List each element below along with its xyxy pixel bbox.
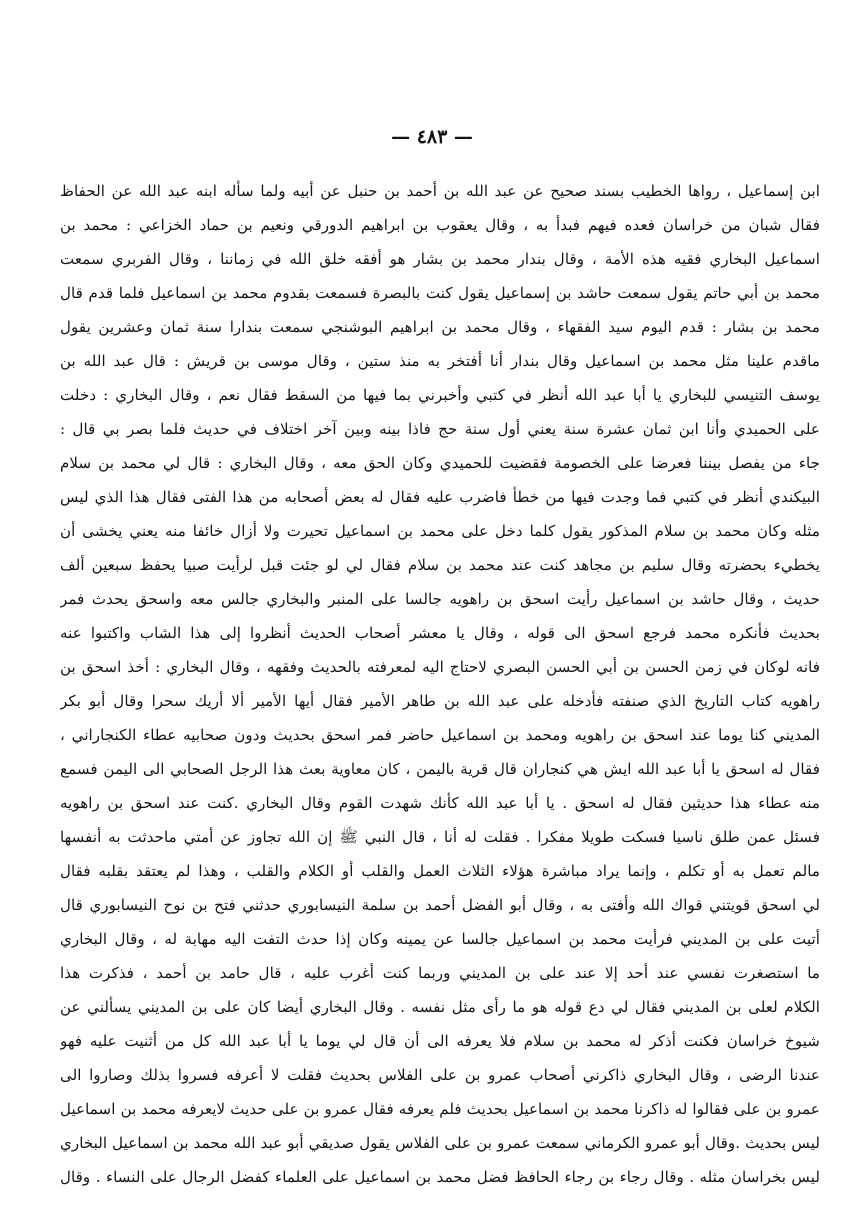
body-text bbox=[60, 174, 820, 1194]
text-line: حديث ، وقال حاشد بن اسماعيل رأيت اسحق بن راهويه جالسا على المنبر والبخاري جالس معه واسحق يحدث فمر bbox=[60, 590, 820, 608]
text-line: مثله وكان محمد بن سلام المذكور يقول كلما دخل على محمد بن اسماعيل تحيرت ولا أزال خائفا منه يعني يخشى أن bbox=[60, 522, 820, 540]
text-line: بحديث فأنكره محمد فرجع اسحق الى قوله ، وقال يا معشر أصحاب الحديث أنظروا إلى هذا الشاب واكتبوا عنه bbox=[60, 624, 820, 642]
text-line: المديني كنا يوما عند اسحق بن راهويه ومحمد بن اسماعيل حاضر فمر اسحق بحديث ودون صحابيه عطاء الكنجاراني ، bbox=[60, 726, 820, 744]
text-line: أتيت على بن المديني فرأيت محمد بن اسماعيل جالسا عن يمينه وكان إذا حدث التفت اليه مهابة له ، وقال البخاري bbox=[60, 930, 820, 948]
text-line: فقال شبان من خراسان فعده فيهم فبدأ به ، وقال يعقوب بن ابراهيم الدورقي ونعيم بن حماد الخزاعي : محمد بن bbox=[60, 216, 820, 234]
page-number: — ٤٨٣ — bbox=[391, 126, 473, 148]
text-line: عمرو بن على فقالوا له ذاكرنا محمد بن اسماعيل بحديث فلم يعرفه فقال عمرو بن على حديث لايعرفه محمد بن اسماعيل bbox=[60, 1100, 820, 1118]
text-line: ما استصغرت نفسي عند أحد إلا عند على بن المديني وربما كنت أغرب عليه ، قال حامد بن أحمد ، فذكرت هذا bbox=[60, 964, 820, 982]
text-line: فسئل عمن طلق ناسيا فسكت طويلا مفكرا . فقلت له أنا ، قال النبي ﷺ إن الله تجاوز عن أمتي ماحدثت به أنفسها bbox=[60, 828, 820, 846]
text-line: شيوخ خراسان فكنت أذكر له محمد بن سلام فلا يعرفه الى أن قال لي يوما يا أبا عبد الله كل من أثنيت عليه فهو bbox=[60, 1032, 820, 1050]
text-line: يخطيء بحضرته وقال سليم بن مجاهد كنت عند محمد بن سلام فقال لي لو جئت قبل لرأيت صبيا يحفظ سبعين ألف bbox=[60, 556, 820, 574]
text-line: ليس بخراسان مثله . وقال رجاء بن رجاء الحافظ فضل محمد بن اسماعيل على العلماء كفضل الرجال على النساء . وقال bbox=[60, 1168, 820, 1186]
text-line: فانه لوكان في زمن الحسن بن أبي الحسن البصري لاحتاج اليه لمعرفته بالحديث وفقهه ، وقال البخاري : أخذ اسحق بن bbox=[60, 658, 820, 676]
text-line: الكلام لعلى بن المديني فقال لي دع قوله هو ما رأى مثل نفسه . وقال البخاري أيضا كان على بن المديني يسألني عن bbox=[60, 998, 820, 1016]
text-line: ليس بحديث .وقال أبو عمرو الكرماني سمعت عمرو بن على الفلاس يقول صديقي أبو عبد الله محمد بن اسماعيل البخاري bbox=[60, 1134, 820, 1152]
text-line: فقال له اسحق يا أبا عبد الله ايش هي كنجاران قال قرية باليمن ، كان معاوية بعث هذا الرجل الصحابي الى اليمن فسمع bbox=[60, 760, 820, 778]
text-line: محمد بن أبي حاتم يقول سمعت حاشد بن إسماعيل يقول كنت بالبصرة فسمعت بقدوم محمد بن اسماعيل فلما قدم قال bbox=[60, 284, 820, 302]
text-line: جاء من يفصل بيننا فعرضا على الخصومة فقضيت للحميدي وكان الحق معه ، وقال البخاري : قال لي محمد بن سلام bbox=[60, 454, 820, 472]
text-line: منه عطاء هذا حديثين فقال له اسحق . يا أبا عبد الله كأنك شهدت القوم وقال البخاري .كنت عند اسحق بن راهويه bbox=[60, 794, 820, 812]
text-line: يوسف التنيسي للبخاري يا أبا عبد الله أنظر في كتبي وأخبرني بما فيها من السقط فقال نعم ، وقال البخاري : دخلت bbox=[60, 386, 820, 404]
text-line: ماقدم علينا مثل محمد بن اسماعيل وقال بندار أنا أفتخر به منذ ستين ، وقال موسى بن قريش : قال عبد الله بن bbox=[60, 352, 820, 370]
text-line: لي اسحق قويتني قواك الله وأفتى به ، وقال أبو الفضل أحمد بن سلمة النيسابوري حدثني فتح بن نوح النيسابوري قال bbox=[60, 896, 820, 914]
text-line: على الحميدي وأنا ابن ثمان عشرة سنة يعني أول سنة حج فاذا بينه وبين آخر اختلاف في حديث فلما بصر بي قال : bbox=[60, 420, 820, 438]
text-line: محمد بن بشار : قدم اليوم سيد الفقهاء ، وقال محمد بن ابراهيم البوشنجي سمعت بندارا سنة ثمان وعشرين يقول bbox=[60, 318, 820, 336]
text-line: مالم تعمل به أو تكلم ، وإنما يراد مباشرة هؤلاء الثلاث العمل والقلب أو الكلام والقلب ، وهذا لم يعتقد بقلبه فقال bbox=[60, 862, 820, 880]
text-line: عندنا الرضى ، وقال البخاري ذاكرني أصحاب عمرو بن على الفلاس بحديث فقلت لا أعرفه فسروا بذلك وصاروا الى bbox=[60, 1066, 820, 1084]
text-line: راهويه كتاب التاريخ الذي صنفته فأدخله على عبد الله بن طاهر الأمير فقال أيها الأمير ألا أريك سحرا وقال أبو بكر bbox=[60, 692, 820, 710]
text-line: البيكندي أنظر في كتبي فما وجدت فيها من خطأ فاضرب عليه فقال له بعض أصحابه من هذا الفتى فقال هذا الذي ليس bbox=[60, 488, 820, 506]
text-line: اسماعيل البخاري فقيه هذه الأمة ، وقال بندار محمد بن بشار هو أفقه خلق الله في زماننا ، وقال الفربري سمعت bbox=[60, 250, 820, 268]
text-line: ابن إسماعيل ، رواها الخطيب بسند صحيح عن عبد الله بن أحمد بن حنبل عن أبيه ولما سأله ابنه عبد الله عن الحفاظ bbox=[60, 182, 820, 200]
